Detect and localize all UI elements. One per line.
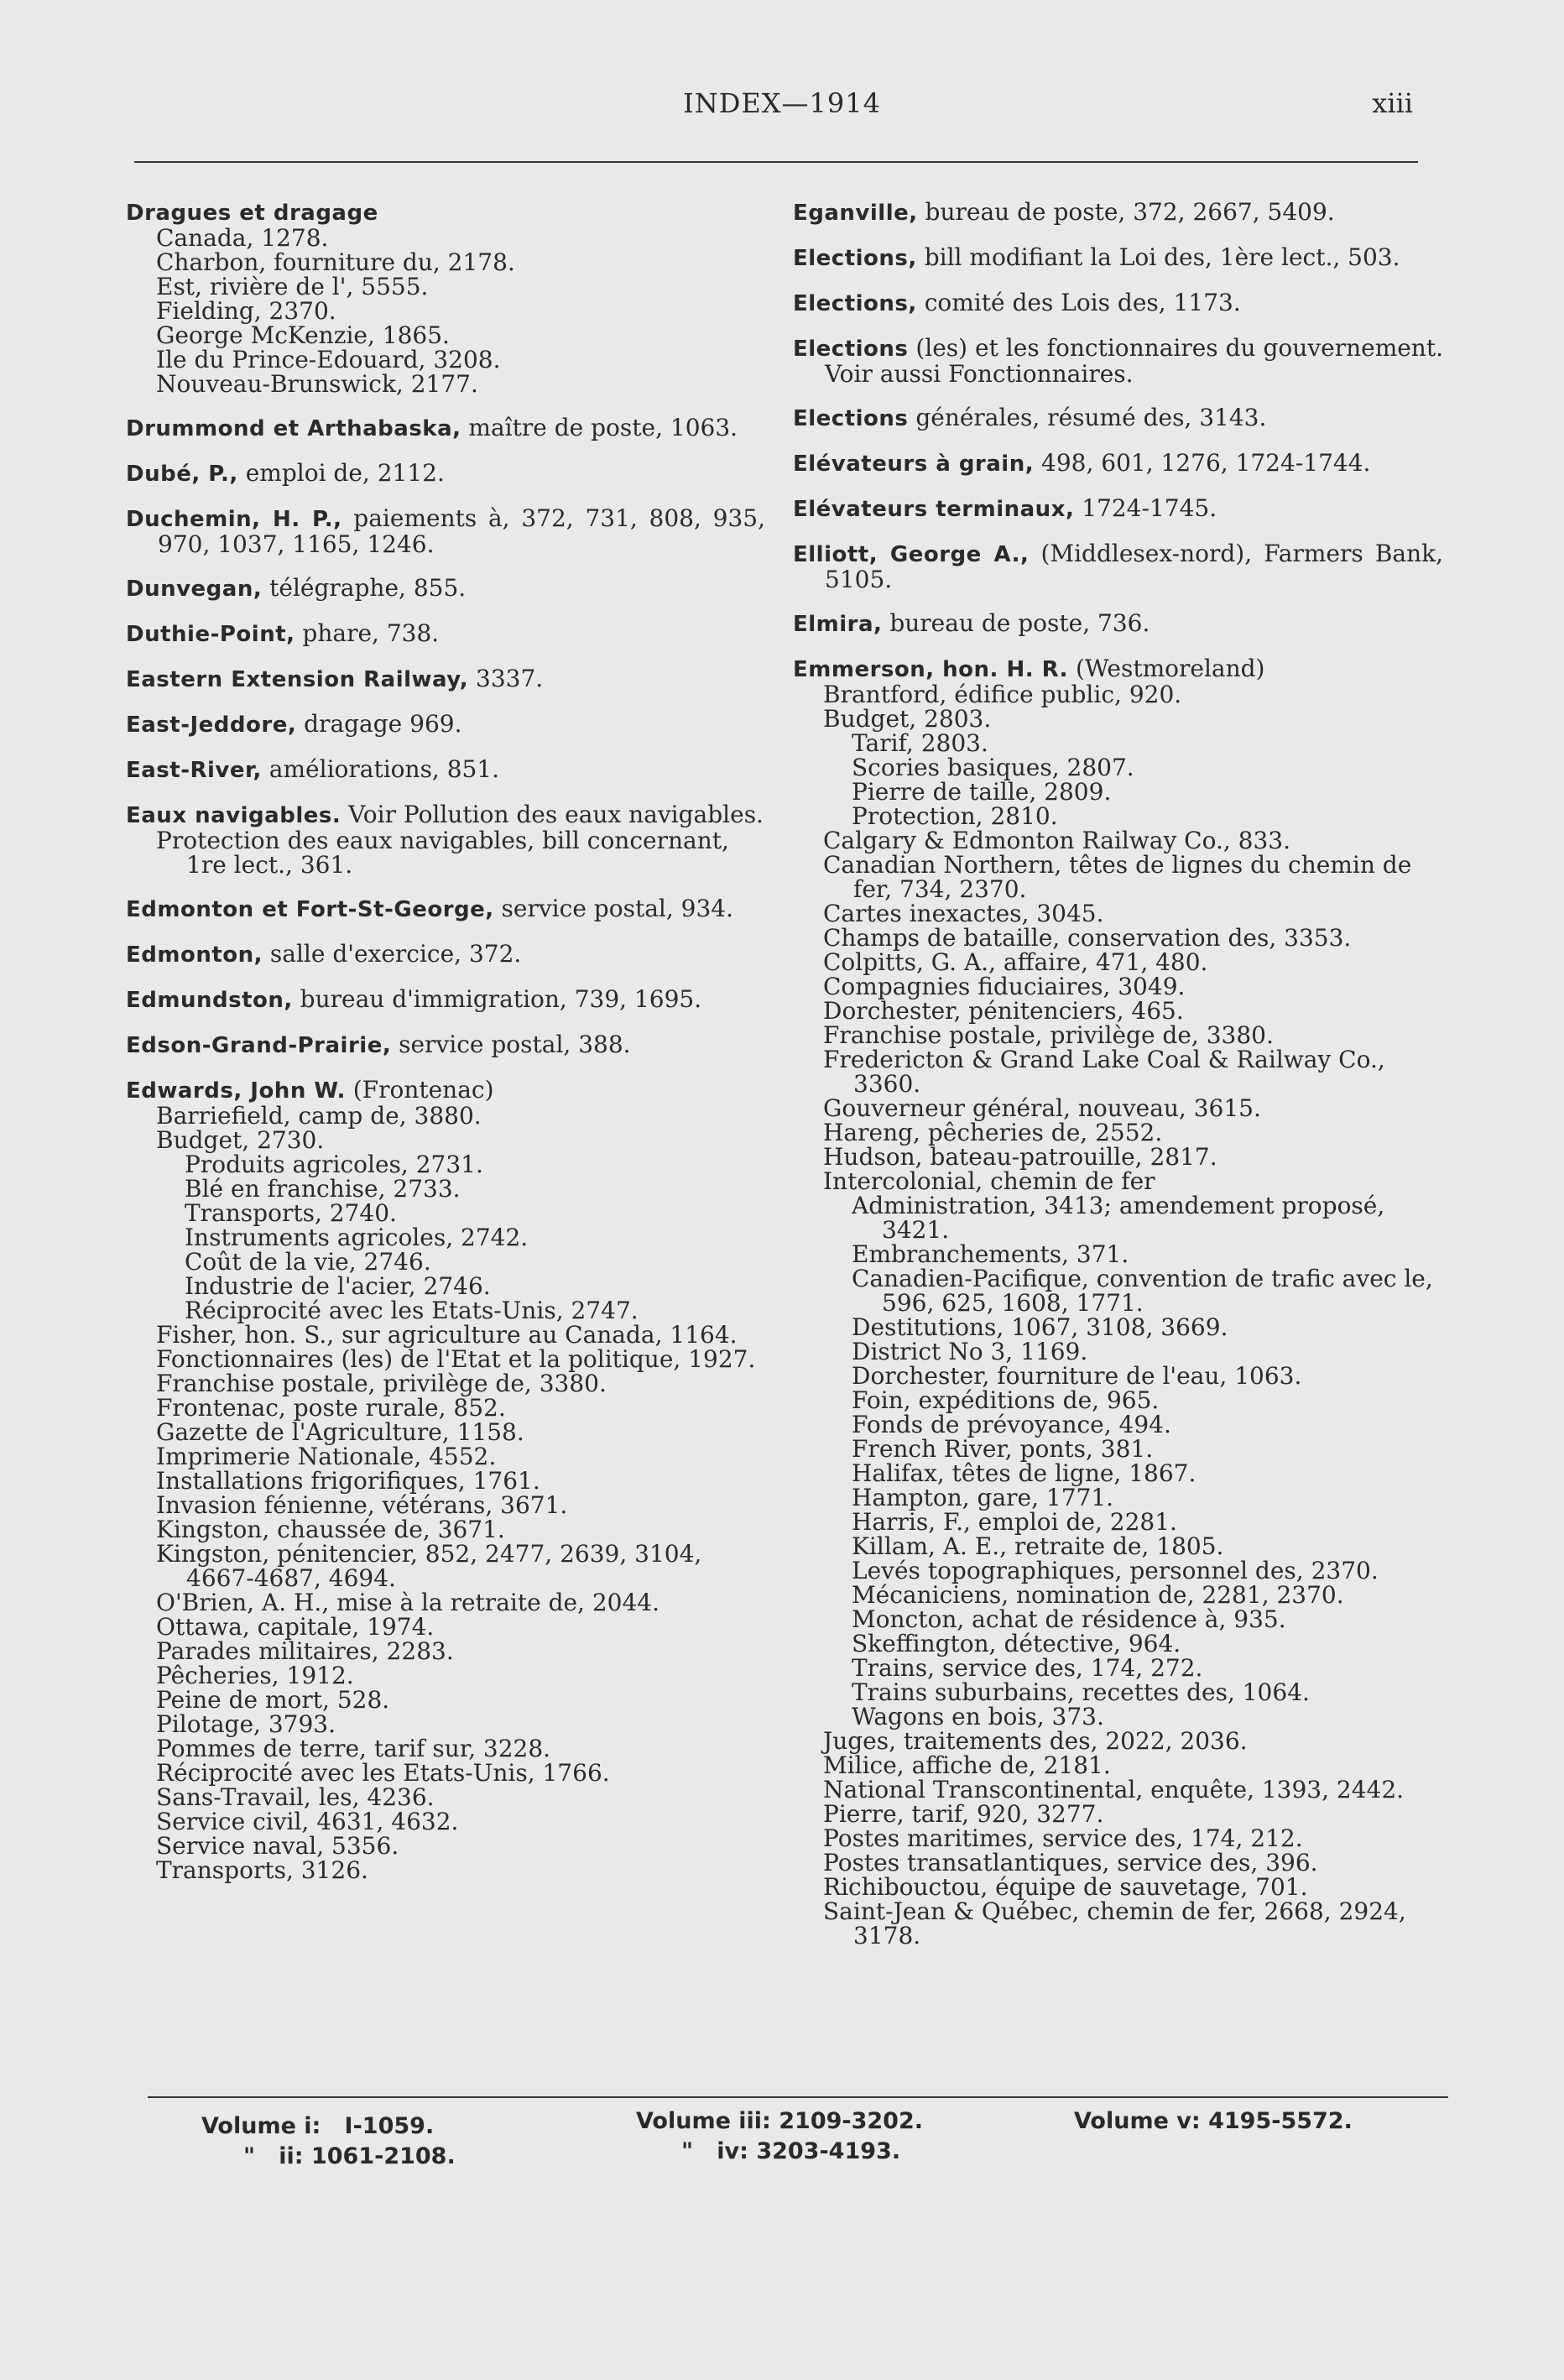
sub-entry: Invasion fénienne, vétérans, 3671. <box>156 1491 568 1519</box>
index-entry <box>126 415 765 441</box>
entry-line <box>793 656 1443 682</box>
index-entry <box>126 200 765 396</box>
sub-entry: Embranchements, 371. <box>852 1240 1129 1268</box>
index-entry <box>126 1032 765 1058</box>
entry-heading: Eastern Extension Railway, <box>126 667 469 692</box>
entry-text: (Westmoreland) <box>1068 655 1265 682</box>
entry-line <box>126 461 765 487</box>
index-entry <box>126 621 765 647</box>
entry-heading: Edmonton et Fort-St-George, <box>126 897 494 922</box>
entry-text: 3337. <box>468 665 544 692</box>
footer-volume-4: " iv: 3203-4193. <box>681 2138 901 2164</box>
index-entry <box>793 336 1443 386</box>
sub-entry: Fisher, hon. S., sur agriculture au Canada, 1164. <box>156 1321 738 1349</box>
sub-entry: Pêcheries, 1912. <box>156 1662 354 1689</box>
entry-text: bureau de poste, 736. <box>882 609 1150 637</box>
sub-entry: Industrie de l'acier, 2746. <box>185 1272 491 1300</box>
sub-entry: George McKenzie, 1865. <box>156 321 450 349</box>
index-entry <box>126 987 765 1013</box>
index-entry <box>126 712 765 738</box>
entry-heading: Eaux navigables. <box>126 803 341 828</box>
sub-entry: Pommes de terre, tarif sur, 3228. <box>156 1735 551 1762</box>
sub-entry: Ottawa, capitale, 1974. <box>156 1613 435 1641</box>
sub-entry: Fonds de prévoyance, 494. <box>852 1411 1171 1438</box>
sub-entry: Peine de mort, 528. <box>156 1686 390 1714</box>
sub-entry: Colpitts, G. A., affaire, 471, 480. <box>823 948 1208 976</box>
sub-entry: Calgary & Edmonton Railway Co., 833. <box>823 827 1291 854</box>
sub-entry: Fredericton & Grand Lake Coal & Railway Co., 3360. <box>823 1046 1385 1098</box>
sub-entry: Kingston, chaussée de, 3671. <box>156 1516 505 1543</box>
sub-entry: Skeffington, détective, 964. <box>852 1630 1181 1657</box>
entry-line <box>126 415 765 441</box>
entry-line <box>793 405 1443 431</box>
sub-entry: District No 3, 1169. <box>852 1338 1088 1365</box>
sub-entry: Intercolonial, chemin de fer <box>823 1167 1155 1195</box>
sub-entry: Compagnies fiduciaires, 3049. <box>823 973 1186 1000</box>
sub-entry: Brantford, édifice public, 920. <box>823 681 1182 708</box>
sub-entry: Instruments agricoles, 2742. <box>185 1224 529 1251</box>
index-entry <box>126 666 765 692</box>
sub-entry: Fonctionnaires (les) de l'Etat et la politique, 1927. <box>156 1345 756 1373</box>
sub-entry: Killam, A. E., retraite de, 1805. <box>852 1532 1224 1560</box>
sub-entry: Ile du Prince-Edouard, 3208. <box>156 346 501 373</box>
index-entry <box>126 576 765 602</box>
entry-line <box>793 336 1443 386</box>
sub-entry: Juges, traitements des, 2022, 2036. <box>823 1727 1248 1755</box>
index-entry <box>793 245 1443 271</box>
index-entry <box>793 451 1443 477</box>
index-entry <box>126 802 765 877</box>
sub-entry: Imprimerie Nationale, 4552. <box>156 1443 497 1470</box>
entry-text: télégraphe, 855. <box>262 574 467 602</box>
entry-line <box>793 496 1443 522</box>
entry-heading: Dunvegan, <box>126 577 263 602</box>
header-rule <box>134 161 1418 163</box>
entry-line <box>126 757 765 783</box>
entry-heading: Drummond et Arthabaska, <box>126 416 461 441</box>
sub-entry: Mécaniciens, nomination de, 2281, 2370. <box>852 1581 1344 1609</box>
entry-heading: Duthie-Point, <box>126 622 295 647</box>
sub-entry: Postes transatlantiques, service des, 396. <box>823 1849 1318 1876</box>
sub-entry: Est, rivière de l', 5555. <box>156 273 429 300</box>
entry-text: (les) et les fonctionnaires du gouvernement. Voir aussi Fonctionnaires. <box>825 334 1443 388</box>
sub-entry: Moncton, achat de résidence à, 935. <box>852 1605 1286 1633</box>
sub-entry: Postes maritimes, service des, 174, 212. <box>823 1824 1303 1852</box>
sub-entry: Sans-Travail, les, 4236. <box>156 1783 435 1811</box>
entry-heading: Edmundston, <box>126 988 293 1013</box>
entry-text: emploi de, 2112. <box>237 459 445 487</box>
entry-heading: Elections, <box>793 246 917 271</box>
sub-entry: Installations frigorifiques, 1761. <box>156 1467 540 1495</box>
sub-entry: Dorchester, pénitenciers, 465. <box>823 997 1184 1025</box>
sub-entry: Milice, affiche de, 2181. <box>823 1751 1111 1779</box>
entry-line <box>126 712 765 738</box>
index-entry <box>126 1078 765 1882</box>
sub-entry: Harris, F., emploi de, 2281. <box>852 1508 1177 1536</box>
entry-line <box>126 1032 765 1058</box>
sub-entry: Cartes inexactes, 3045. <box>823 900 1104 927</box>
entry-text: (Middlesex-nord), Farmers Bank, 5105. <box>825 540 1443 593</box>
entry-line <box>126 896 765 922</box>
entry-text: Voir Pollution des eaux navigables. <box>341 801 764 828</box>
entry-line <box>126 802 765 828</box>
entry-heading: Elections <box>793 406 909 431</box>
index-entry <box>793 290 1443 316</box>
entry-line <box>126 942 765 968</box>
entry-heading: East-Jeddore, <box>126 712 297 738</box>
entry-text: 1724-1745. <box>1074 494 1217 522</box>
sub-entry: Gouverneur général, nouveau, 3615. <box>823 1094 1261 1122</box>
sub-entry: Charbon, fourniture du, 2178. <box>156 248 515 276</box>
sub-entry: Hampton, gare, 1771. <box>852 1484 1114 1511</box>
sub-entry: Nouveau-Brunswick, 2177. <box>156 370 478 398</box>
page-number: xiii <box>1372 87 1413 119</box>
sub-entry: Budget, 2803. <box>823 705 992 733</box>
sub-entry: Pierre de taille, 2809. <box>852 778 1112 806</box>
sub-entry: Service civil, 4631, 4632. <box>156 1808 459 1835</box>
sub-entry: Richibouctou, équipe de sauvetage, 701. <box>823 1873 1308 1901</box>
entry-line <box>793 245 1443 271</box>
entry-text: améliorations, 851. <box>261 755 500 783</box>
entry-text: générales, résumé des, 3143. <box>908 404 1267 431</box>
entry-line <box>126 576 765 602</box>
entry-line <box>126 621 765 647</box>
sub-entry: Pilotage, 3793. <box>156 1710 336 1738</box>
entry-heading: Edmonton, <box>126 942 263 968</box>
entry-heading: Edson-Grand-Prairie, <box>126 1033 392 1058</box>
sub-entry: Tarif, 2803. <box>852 729 988 757</box>
entry-line <box>793 451 1443 477</box>
entry-heading: Dubé, P., <box>126 462 238 487</box>
entry-heading: Elévateurs terminaux, <box>793 497 1075 522</box>
entry-line <box>126 1078 765 1104</box>
index-entry <box>793 611 1443 637</box>
right-column <box>793 200 1443 1967</box>
entry-heading: Eganville, <box>793 201 918 226</box>
footer-volume-2: " ii: 1061-2108. <box>243 2143 456 2169</box>
sub-entry: Canadien-Pacifique, convention de trafic avec le, 596, 625, 1608, 1771. <box>852 1265 1433 1317</box>
sub-entry: Fielding, 2370. <box>156 297 336 325</box>
sub-entry: Hudson, bateau-patrouille, 2817. <box>823 1143 1217 1171</box>
entry-text: service postal, 934. <box>493 895 733 922</box>
entry-text: comité des Lois des, 1173. <box>916 289 1241 316</box>
footer-rule <box>148 2096 1448 2098</box>
sub-entry: Budget, 2730. <box>156 1126 325 1154</box>
sub-entry: Canadian Northern, têtes de lignes du chemin de fer, 734, 2370. <box>823 851 1412 903</box>
entry-text: dragage 969. <box>296 710 462 738</box>
entry-heading: East-River, <box>126 758 262 783</box>
sub-entry: Frontenac, poste rurale, 852. <box>156 1394 506 1422</box>
sub-entry: Destitutions, 1067, 3108, 3669. <box>852 1313 1228 1341</box>
sub-entry: Kingston, pénitencier, 852, 2477, 2639, 3104, 4667-4687, 4694. <box>156 1540 702 1592</box>
sub-entry: Protection, 2810. <box>852 802 1058 830</box>
page-title: INDEX—1914 <box>683 87 881 119</box>
sub-entry: Franchise postale, privilège de, 3380. <box>156 1370 607 1397</box>
sub-entry: Coût de la vie, 2746. <box>185 1248 431 1276</box>
index-entry <box>793 405 1443 431</box>
entry-text: phare, 738. <box>295 619 440 647</box>
sub-entry: Levés topographiques, personnel des, 2370. <box>852 1557 1379 1584</box>
sub-entry: Scories basiques, 2807. <box>852 754 1134 781</box>
entry-heading: Elliott, George A., <box>793 542 1030 567</box>
entry-line <box>126 200 765 226</box>
index-entry <box>126 942 765 968</box>
entry-heading: Elmira, <box>793 612 883 637</box>
footer-volume-1: Volume i: I-1059. <box>201 2113 435 2139</box>
entry-line <box>126 987 765 1013</box>
entry-line <box>126 506 765 556</box>
entry-text: bureau de poste, 372, 2667, 5409. <box>917 198 1335 226</box>
sub-entry: Champs de bataille, conservation des, 3353. <box>823 924 1352 952</box>
entry-heading: Emmerson, hon. H. R. <box>793 657 1069 682</box>
index-entry <box>793 541 1443 592</box>
sub-entry: Halifax, têtes de ligne, 1867. <box>852 1459 1196 1487</box>
entry-text: bureau d'immigration, 739, 1695. <box>292 985 702 1013</box>
index-entry <box>793 656 1443 1948</box>
sub-entry: Wagons en bois, 373. <box>852 1703 1104 1730</box>
sub-entry: Réciprocité avec les Etats-Unis, 1766. <box>156 1759 610 1787</box>
sub-entry: Hareng, pêcheries de, 2552. <box>823 1119 1163 1146</box>
index-entry <box>126 506 765 556</box>
entry-heading: Edwards, John W. <box>126 1078 346 1104</box>
sub-entry: Transports, 3126. <box>156 1856 368 1884</box>
index-entry <box>126 896 765 922</box>
sub-entry: Saint-Jean & Québec, chemin de fer, 2668, 2924, 3178. <box>823 1897 1406 1949</box>
sub-entry: Pierre, tarif, 920, 3277. <box>823 1800 1104 1828</box>
sub-entry: Franchise postale, privilège de, 3380. <box>823 1021 1274 1049</box>
entry-heading: Elévateurs à grain, <box>793 451 1035 477</box>
sub-entry: National Transcontinental, enquête, 1393, 2442. <box>823 1776 1405 1803</box>
footer-volume-5: Volume v: 4195-5572. <box>1074 2108 1353 2134</box>
sub-entry: Transports, 2740. <box>185 1199 397 1227</box>
sub-entry: Administration, 3413; amendement proposé, 3421. <box>852 1192 1385 1244</box>
entry-line <box>793 541 1443 592</box>
sub-entry: Protection des eaux navigables, bill concernant, 1re lect., 361. <box>156 827 729 879</box>
index-entry <box>126 757 765 783</box>
entry-line <box>793 200 1443 226</box>
entry-text: bill modifiant la Loi des, 1ère lect., 503. <box>916 243 1400 271</box>
sub-entry: Barriefield, camp de, 3880. <box>156 1102 482 1130</box>
sub-entry: Produits agricoles, 2731. <box>185 1151 483 1178</box>
sub-entry: Parades militaires, 2283. <box>156 1637 454 1665</box>
index-entry <box>793 496 1443 522</box>
sub-entry: Dorchester, fourniture de l'eau, 1063. <box>852 1362 1302 1390</box>
index-entry <box>793 200 1443 226</box>
sub-entry: Réciprocité avec les Etats-Unis, 2747. <box>185 1297 639 1324</box>
entry-heading: Duchemin, H. P., <box>126 507 342 532</box>
sub-entry: French River, ponts, 381. <box>852 1435 1154 1463</box>
sub-entry: Gazette de l'Agriculture, 1158. <box>156 1418 524 1446</box>
sub-entry: O'Brien, A. H., mise à la retraite de, 2044. <box>156 1589 660 1616</box>
entry-heading: Dragues et dragage <box>126 201 378 226</box>
entry-heading: Elections, <box>793 291 917 316</box>
sub-entry: Trains, service des, 174, 272. <box>852 1654 1203 1682</box>
sub-entry: Blé en franchise, 2733. <box>185 1175 461 1203</box>
entry-text: paiements à, 372, 731, 808, 935, 970, 1037, 1165, 1246. <box>158 504 765 558</box>
entry-text: 498, 601, 1276, 1724-1744. <box>1034 449 1371 477</box>
entry-text: salle d'exercice, 372. <box>263 940 522 968</box>
sub-entry: Service naval, 5356. <box>156 1832 399 1860</box>
entry-text: maître de poste, 1063. <box>461 414 738 441</box>
sub-entry: Trains suburbains, recettes des, 1064. <box>852 1678 1310 1706</box>
entry-line <box>793 611 1443 637</box>
sub-entry: Foin, expéditions de, 965. <box>852 1386 1160 1414</box>
footer-volume-3: Volume iii: 2109-3202. <box>636 2108 924 2134</box>
index-entry <box>126 461 765 487</box>
entry-line <box>793 290 1443 316</box>
entry-text: service postal, 388. <box>391 1031 631 1058</box>
left-column <box>126 200 765 1902</box>
entry-line <box>126 666 765 692</box>
entry-heading: Elections <box>793 337 909 362</box>
entry-text: (Frontenac) <box>345 1076 494 1104</box>
sub-entry: Canada, 1278. <box>156 224 329 252</box>
